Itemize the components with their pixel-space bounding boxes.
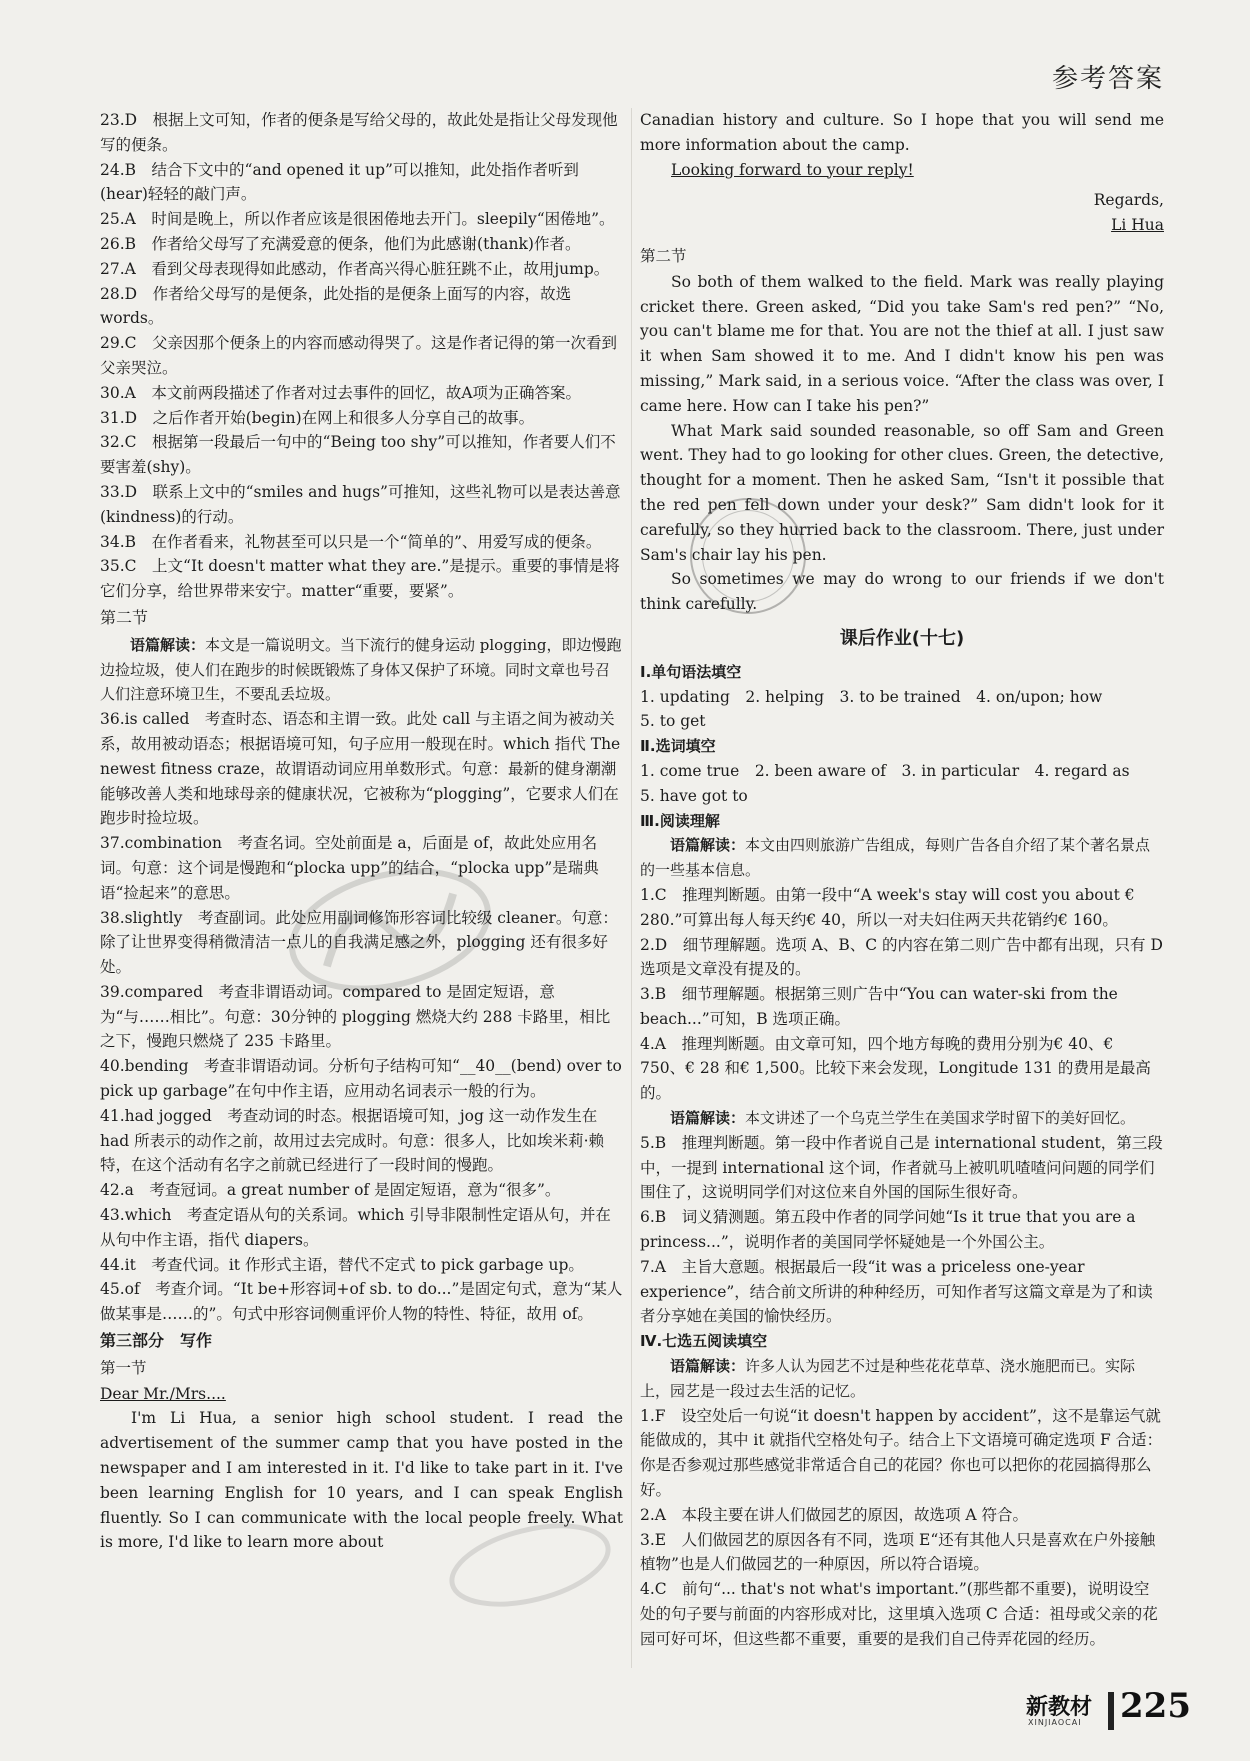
answer-number: 30.A [100,383,152,402]
part-3-label: 第三部分 写作 [100,1331,213,1351]
grammar-answer-item [100,831,623,905]
answer-number: 25.A [100,210,152,229]
answer-explanation: 设空处后一句说“it doesn't happen by accident”，这不是靠运气就能做成的，其中 it 就指代空格处句子。结合上下文语境可确定选项 F 合适：你是否参观过那些感觉非常适合自己的花园？你也可以把你的花园搞得那么好。 [640,1406,1163,1500]
column-divider [631,108,632,1668]
cloze-answer-item [100,158,623,208]
letter [100,1382,623,1556]
reading-answer-item [640,1131,1164,1205]
passage-analysis [100,633,623,707]
answer-explanation: 细节理解题。根据第三则广告中“You can water-ski from the beach...”可知，B 选项正确。 [640,985,1118,1028]
answer-explanation: 之后作者开始(begin)在网上和很多人分享自己的故事。 [152,408,535,427]
page-header-title: 参考答案 [1051,64,1164,94]
passage-analysis-label: 语篇解读： [130,635,206,654]
reading-answer-item [640,1205,1164,1255]
letter-continuation: Canadian history and culture. So I hope that you will send me more information about the camp. [640,111,1164,154]
grammar-answer-item [100,1253,623,1278]
answer-number: 32.C [100,433,153,452]
answer-explanation: 根据上文可知，作者的便条是写给父母的，故此处是指让父母发现他写的便条。 [100,111,618,154]
story-paragraph-3: So sometimes we may do wrong to our friends if we don't think carefully. [640,570,1164,614]
footer-bar [1108,1692,1114,1730]
answer-number: 2.A [640,1505,682,1524]
answer-explanation: 时间是晚上，所以作者应该是很困倦地去开门。sleepily“困倦地”。 [151,210,615,229]
answer-number: 38.slightly [100,908,198,927]
answer-number: 36.is called [100,710,205,729]
answer-number: 40.bending [100,1057,205,1076]
reading-answer-item [640,1255,1164,1329]
cloze-answer-item [100,257,623,282]
story-paragraph-2: What Mark said sounded reasonable, so off Sam and Green went. They had to go looking for other clues. Green, the detective, thought for a moment. Then he asked Sam, “Isn't it possible that the red pen fell down under your desk?” Sam didn't look for it carefully, so they hurried back to the classroom. There, just under Sam's chair lay his pen. [640,421,1164,564]
brand-name: 新教材 [1026,1695,1093,1720]
answer-explanation: 词义猜测题。第五段中作者的同学问她“Is it true that you are a princess...”，说明作者的美国同学怀疑她是一个外国公主。 [640,1208,1136,1252]
answer-number: 2.D [640,935,683,954]
answer-explanation: 细节理解题。选项 A、B、C 的内容在第二则广告中都有出现，只有 D 选项是文章没有提及的。 [640,935,1163,979]
answer-explanation: 考查非谓语动词。分析句子结构可知“__40__(bend) over to pick up garbage”在句中作主语，应用动名词表示一般的行为。 [100,1057,622,1101]
answer-number: 4.C [640,1580,683,1599]
letter-regards: Regards, [1093,191,1164,210]
grammar-answer-item [100,1104,623,1178]
section-2-label: 第二节 [100,607,149,627]
answer-number: 35.C [100,557,153,576]
cloze-answer-item [100,406,623,431]
answer-number: 3.B [640,985,682,1004]
answer-number: 23.D [100,111,153,129]
cloze-answer-item [100,282,623,332]
grammar-answer-item [100,707,623,831]
letter-continued [640,108,1164,182]
grammar-answer-item [100,1178,623,1203]
answer-number: 4.A [640,1034,682,1053]
cloze-answer-item [100,480,623,530]
letter-closing: Looking forward to your reply! [671,160,914,179]
answer-number: 26.B [100,234,152,253]
answer-number: 31.D [100,408,153,427]
answer-explanation: 推理判断题。由文章可知，四个地方每晚的费用分别为€ 40、€ 750、€ 28 和€ 1,500。比较下来会发现，Longitude 131 的费用是最高的。 [640,1034,1151,1103]
reading-answers-a [640,883,1164,1106]
answer-number: 28.D [100,284,153,303]
seven-choose-five-answers [640,1404,1164,1652]
seven-choose-five-answer-item [640,1528,1164,1578]
grammar-answer-item [100,980,623,1054]
answer-explanation: 上文“It doesn't matter what they are.”是提示。重要的事情是将它们分享，给世界带来安宁。matter“重要，要紧”。 [100,557,620,601]
reading-analysis-2-label: 语篇解读： [670,1109,746,1128]
page-number: 225 [1120,1686,1191,1726]
part-2-answers-line-1: 1. come true 2. been aware of 3. in particular 4. regard as [640,761,1130,780]
homework-title: 课后作业(十七) [839,627,965,649]
reading-analysis-1-label: 语篇解读： [670,836,746,855]
grammar-answer-item [100,1054,623,1104]
seven-choose-five-analysis-text: 许多人认为园艺不过是种些花花草草、浇水施肥而已。实际上，园艺是一段过去生活的记忆。 [640,1357,1136,1400]
answer-explanation: 推理判断题。第一段中作者说自己是 international student，第三段中，一提到 international 这个词，作者就马上被叽叽喳喳问问题的同学们围住了，这说明同学们对这位来自外国的国际生很好奇。 [640,1133,1163,1202]
reading-answer-item [640,982,1164,1032]
brand-pinyin: XINJIAOCAI [1028,1718,1082,1727]
answer-number: 44.it [100,1255,152,1274]
reading-analysis-1 [640,833,1164,883]
answer-explanation: 考查时态、语态和主谓一致。此处 call 与主语之间为被动关系，故用被动语态；根据语境可知，句子应用一般现在时。which 指代 The newest fitness craze，故谓语动词应用单数形式。句意：最新的健身潮潮能够改善人类和地球母亲的健康状况，它被称为“plogging”，它要求人们在跑步时捡垃圾。 [100,710,621,828]
answer-explanation: 主旨大意题。根据最后一段“it was a priceless one-year experience”，结合前文所讲的种种经历，可知作者写这篇文章是为了和读者分享她在美国的愉快经历。 [640,1257,1153,1326]
seven-choose-five-analysis-label: 语篇解读： [670,1357,746,1376]
section-2-label-right: 第二节 [640,246,687,265]
answer-list-top [100,108,623,604]
answer-number: 27.A [100,259,152,278]
part-1-label: Ⅰ.单句语法填空 [640,662,742,681]
answer-explanation: 考查定语从句的关系词。which 引导非限制性定语从句，并在从句中作主语，指代 diapers。 [100,1206,611,1249]
cloze-answer-item [100,381,623,406]
cloze-answer-item [100,207,623,232]
answer-list-bottom [100,707,623,1327]
part-1-answers-line-2: 5. to get [640,712,706,731]
answer-explanation: 考查动词的时态。根据语境可知，jog 这一动作发生在 had 所表示的动作之前，故用过去完成时。句意：很多人，比如埃米莉·赖特，在这个活动有名字之前就已经进行了一段时间的慢跑。 [100,1106,605,1175]
answer-explanation: 在作者看来，礼物甚至可以只是一个“简单的”、用爱写成的便条。 [151,532,602,551]
cloze-answer-item [100,554,623,604]
answer-number: 7.A [640,1257,682,1276]
answer-number: 37.combination [100,834,238,853]
reading-answer-item [640,883,1164,933]
reading-answers-b [640,1131,1164,1329]
part-3-reading-label: Ⅲ.阅读理解 [640,811,720,830]
answer-explanation: 联系上文中的“smiles and hugs”可推知，这些礼物可以是表达善意(kindness)的行动。 [100,482,621,526]
answer-explanation: 结合下文中的“and opened it up”可以推知，此处指作者听到(hear)轻轻的敲门声。 [100,160,579,204]
answer-explanation: 考查名词。空处前面是 a，后面是 of，故此处应用名词。句意：这个词是慢跑和“plocka upp”的结合，“plocka upp”是瑞典语“捡起来”的意思。 [100,834,599,902]
grammar-answer-item [100,1277,623,1327]
seven-choose-five-analysis [640,1354,1164,1404]
part-2-label: Ⅱ.选词填空 [640,737,716,756]
reading-analysis-2 [640,1106,1164,1131]
page-footer [1000,1686,1191,1740]
answer-number: 24.B [100,160,152,179]
answer-number: 1.C [640,885,683,904]
answer-number: 34.B [100,532,152,551]
reading-answer-item [640,933,1164,983]
answer-number: 3.E [640,1530,682,1549]
reading-answer-item [640,1032,1164,1106]
seven-choose-five-answer-item [640,1503,1164,1528]
right-column [640,108,1164,1652]
answer-explanation: 本段主要在讲人们做园艺的原因，故选项 A 符合。 [681,1505,1029,1524]
answer-explanation: 人们做园艺的原因各有不同，选项 E“还有其他人只是喜欢在户外接触植物”也是人们做园艺的一种原因，所以符合语境。 [640,1530,1156,1574]
cloze-answer-item [100,232,623,257]
answer-explanation: 父亲因那个便条上的内容而感动得哭了。这是作者记得的第一次看到父亲哭泣。 [100,334,618,377]
answer-explanation: 考查冠词。a great number of 是固定短语，意为“很多”。 [149,1181,561,1200]
cloze-answer-item [100,108,623,158]
part-2-answers-line-2: 5. have got to [640,786,748,805]
letter-signature: Li Hua [1111,216,1164,235]
answer-explanation: 作者给父母写了充满爱意的便条，他们为此感谢(thank)作者。 [151,234,581,253]
passage-analysis-text: 本文是一篇说明文。当下流行的健身运动 plogging，即边慢跑边捡垃圾，使人们在跑步的时候既锻炼了身体又保护了环境。同时文章也号召人们注意环境卫生，不要乱丢垃圾。 [100,635,622,704]
answer-number: 41.had jogged [100,1106,228,1125]
answer-explanation: 考查代词。it 作形式主语，替代不定式 to pick garbage up。 [151,1255,584,1274]
reading-analysis-2-text: 本文讲述了一个乌克兰学生在美国求学时留下的美好回忆。 [745,1109,1136,1128]
seven-choose-five-answer-item [640,1577,1164,1651]
answer-explanation: 本文前两段描述了作者对过去事件的回忆，故A项为正确答案。 [151,383,582,402]
answer-explanation: 考查副词。此处应用副词修饰形容词比较级 cleaner。句意：除了让世界变得稍微清洁一点儿的自我满足感之外，plogging 还有很多好处。 [100,908,618,977]
answer-explanation: 作者给父母写的是便条，此处指的是便条上面写的内容，故选words。 [100,284,572,328]
left-column [100,108,623,1555]
cloze-answer-item [100,331,623,381]
answer-explanation: 推理判断题。由第一段中“A week's stay will cost you about € 280.”可算出每人每天约€ 40，所以一对夫妇住两天共花销约€ 160。 [640,885,1135,929]
letter-paragraph-1: I'm Li Hua, a senior high school student. I read the advertisement of the summer camp that you have posted in the newspaper and I am interested in it. I'd like to take part in it. I've been learning English for 10 years, and I can speak English fluently. So I can communicate with the local people freely. What is more, I'd like to learn more about [100,1409,623,1552]
seven-choose-five-answer-item [640,1404,1164,1503]
story-paragraph-1: So both of them walked to the field. Mark was really playing cricket there. Green asked, “Did you take Sam's red pen?” “No, you can't blame me for that. You are not the thief at all. I just saw it when Sam showed it to me. And I didn't know his pen was missing,” Mark said, in a serious voice. “After the class was over, I came here. How can I take his pen?” [640,272,1164,415]
grammar-answer-item [100,1203,623,1253]
answer-number: 43.which [100,1206,188,1225]
answer-number: 33.D [100,482,153,501]
letter-salutation: Dear Mr./Mrs.... [100,1384,226,1403]
part-1-answers-line-1: 1. updating 2. helping 3. to be trained 4. on/upon; how [640,687,1103,706]
reading-analysis-1-text: 本文由四则旅游广告组成，每则广告各自介绍了某个著名景点的一些基本信息。 [640,836,1151,880]
cloze-answer-item [100,530,623,555]
answer-explanation: 根据第一段最后一句中的“Being too shy”可以推知，作者要人们不要害羞(shy)。 [100,433,616,477]
answer-number: 1.F [640,1406,682,1425]
part-4-label: Ⅳ.七选五阅读填空 [640,1332,768,1351]
answer-number: 29.C [100,334,153,353]
answer-explanation: 前句“... that's not what's important.”(那些都不重要)，说明设空处的句子要与前面的内容形成对比，这里填入选项 C 合适：祖母或父亲的花园可好可坏，但这些都不重要，重要的是我们自己侍弄花园的经历。 [640,1580,1158,1648]
cloze-answer-item [100,430,623,480]
answer-number: 39.compared [100,982,219,1001]
answer-explanation: 考查介词。“It be+形容词+of sb. to do...”是固定句式，意为“某人做某事是……的”。句式中形容词侧重评价人物的特性、特征，故用 of。 [100,1280,623,1324]
answer-number: 42.a [100,1181,150,1200]
answer-explanation: 看到父母表现得如此感动，作者高兴得心脏狂跳不止，故用jump。 [151,259,610,278]
answer-number: 6.B [640,1208,682,1227]
answer-number: 5.B [640,1133,682,1152]
answer-explanation: 考查非谓语动词。compared to 是固定短语，意为“与……相比”。句意：30分钟的 plogging 燃烧大约 288 卡路里，相比之下，慢跑只燃烧了 235 卡路里。 [100,982,611,1051]
answer-number: 45.of [100,1280,156,1299]
grammar-answer-item [100,906,623,980]
part-3-section-1-label: 第一节 [100,1358,147,1377]
